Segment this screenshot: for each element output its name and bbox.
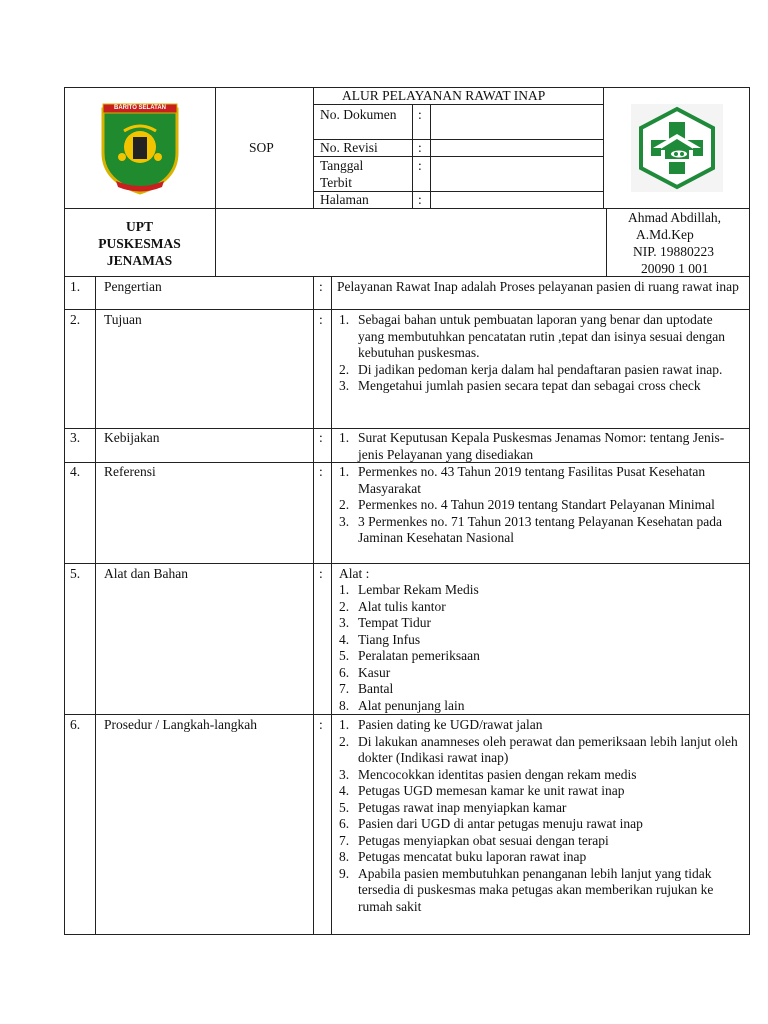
- alat-list: [339, 582, 743, 714]
- list-item: 3. Mengetahui jumlah pasien secara tepat dan sebagai cross check: [339, 378, 701, 393]
- meta-label-no-dokumen: No. Dokumen: [320, 107, 397, 122]
- list-item-text: Tempat Tidur: [358, 615, 431, 630]
- list-item-text: Mengetahui jumlah pasien secara tepat dan sebagai cross check: [358, 378, 701, 393]
- list-item: 9. Apabila pasien membutuhkan penanganan lebih lanjut yang tidak tersedia di puskesmas maka petugas akan memberikan rujukan ke rumah sakit: [339, 865, 714, 914]
- row-label-tujuan: Tujuan: [104, 312, 142, 327]
- prosedur-list: [339, 717, 743, 915]
- alat-intro: Alat :: [339, 566, 370, 581]
- list-item-text: Kasur: [358, 664, 391, 680]
- list-item-text: Alat tulis kantor: [358, 598, 446, 614]
- rule: [412, 104, 413, 208]
- rule: [64, 934, 750, 935]
- list-item-text: Pasien dari UGD di antar petugas menuju rawat inap: [358, 816, 643, 831]
- pengertian-text: Pelayanan Rawat Inap adalah Proses pelayanan pasien di ruang rawat inap: [337, 279, 739, 294]
- list-item-text: Petugas menyiapkan obat sesuai dengan terapi: [358, 832, 609, 848]
- meta-colon: :: [418, 140, 422, 155]
- list-item: 5. Petugas rawat inap menyiapkan kamar: [339, 799, 567, 815]
- row-number: 4.: [70, 464, 81, 479]
- signer-name: Ahmad Abdillah,: [628, 210, 721, 225]
- row-colon: :: [319, 566, 323, 581]
- row-colon: :: [319, 430, 323, 445]
- list-item: 2. Di jadikan pedoman kerja dalam hal pendaftaran pasien rawat inap.: [339, 361, 723, 377]
- list-item-text: Apabila pasien membutuhkan penanganan lebih lanjut yang tidak tersedia di puskesmas maka petugas akan memberikan rujukan ke rumah sakit: [358, 865, 714, 914]
- row-label-kebijakan: Kebijakan: [104, 430, 160, 445]
- list-item-text: Di lakukan anamneses oleh perawat dan pemeriksaan lebih lanjut oleh dokter (Indikasi rawat inap): [358, 733, 738, 765]
- list-item: 2. Alat tulis kantor: [339, 598, 446, 614]
- list-item: 7. Bantal: [339, 681, 394, 696]
- list-item-text: Permenkes no. 43 Tahun 2019 tentang Fasilitas Pusat Kesehatan Masyarakat: [358, 464, 706, 496]
- list-item-text: Tiang Infus: [358, 631, 421, 647]
- list-item: 6. Pasien dari UGD di antar petugas menuju rawat inap: [339, 816, 643, 831]
- row-label-referensi: Referensi: [104, 464, 156, 479]
- referensi-list: [339, 464, 743, 547]
- signer-title: A.Md.Kep: [636, 227, 694, 242]
- puskesmas-logo: [631, 104, 723, 192]
- row-colon: :: [319, 312, 323, 327]
- meta-colon: :: [418, 192, 422, 207]
- list-item: 3. 3 Permenkes no. 71 Tahun 2013 tentang Pelayanan Kesehatan pada Jaminan Kesehatan Nasional: [339, 513, 722, 545]
- rule: [331, 276, 332, 934]
- list-item-text: Pasien dating ke UGD/rawat jalan: [358, 717, 543, 732]
- row-label-prosedur: Prosedur / Langkah-langkah: [104, 717, 257, 732]
- rule: [430, 104, 431, 208]
- regency-emblem-logo: [100, 101, 180, 195]
- list-item: 5. Peralatan pemeriksaan: [339, 648, 480, 663]
- rule: [215, 87, 216, 276]
- signer-nip: 20090 1 001: [641, 261, 709, 276]
- rule: [64, 309, 750, 310]
- rule: [603, 87, 604, 208]
- list-item-text: 3 Permenkes no. 71 Tahun 2013 tentang Pelayanan Kesehatan pada Jaminan Kesehatan Nasional: [358, 513, 722, 545]
- meta-colon: :: [418, 107, 422, 122]
- meta-label-tanggal-terbit: Tanggal Terbit: [320, 158, 364, 190]
- row-number: 3.: [70, 430, 81, 445]
- list-item-text: Alat penunjang lain: [358, 697, 465, 713]
- list-item-text: Mencocokkan identitas pasien dengan rekam medis: [358, 766, 637, 782]
- list-item-text: Petugas rawat inap menyiapkan kamar: [358, 799, 567, 815]
- list-item-text: Di jadikan pedoman kerja dalam hal pendaftaran pasien rawat inap.: [358, 361, 723, 377]
- emblem-banner-text: BARITO SELATAN: [114, 105, 166, 111]
- list-item: 1. Surat Keputusan Kepala Puskesmas Jenamas Nomor: tentang Jenis-jenis Pelayanan yang disediakan: [339, 430, 725, 462]
- rule: [313, 276, 314, 934]
- list-item: 2. Permenkes no. 4 Tahun 2019 tentang Standart Pelayanan Minimal: [339, 497, 715, 512]
- list-item-text: Lembar Rekam Medis: [358, 582, 479, 597]
- list-item: 1. Sebagai bahan untuk pembuatan laporan yang benar dan uptodate yang membutuhkan pencatatan rutin ,tepat dan isinya sesuai dengan kebutuhan puskesmas.: [339, 312, 726, 360]
- rule: [64, 208, 750, 209]
- list-item: 2. Di lakukan anamneses oleh perawat dan pemeriksaan lebih lanjut oleh dokter (Indikasi rawat inap): [339, 733, 738, 765]
- row-label-alat-dan-bahan: Alat dan Bahan: [104, 566, 188, 581]
- rule: [606, 208, 607, 276]
- rule: [64, 714, 750, 715]
- list-item: 6. Kasur: [339, 664, 391, 680]
- tujuan-list: [339, 312, 739, 395]
- rule: [749, 87, 750, 935]
- org-line: JENAMAS: [106, 253, 173, 268]
- document-title: ALUR PELAYANAN RAWAT INAP: [342, 88, 546, 103]
- row-number: 5.: [70, 566, 81, 581]
- rule: [64, 428, 750, 429]
- signer-nip: NIP. 19880223: [633, 244, 715, 259]
- list-item-text: Permenkes no. 4 Tahun 2019 tentang Standart Pelayanan Minimal: [358, 497, 715, 512]
- row-colon: :: [319, 464, 323, 479]
- rule: [64, 87, 65, 935]
- meta-label-no-revisi: No. Revisi: [320, 140, 378, 155]
- org-line: UPT: [126, 219, 153, 234]
- list-item-text: Sebagai bahan untuk pembuatan laporan yang benar dan uptodate yang membutuhkan pencatatan rutin ,tepat dan isinya sesuai dengan kebutuhan puskesmas.: [358, 312, 726, 360]
- list-item-text: Petugas mencatat buku laporan rawat inap: [358, 849, 587, 864]
- list-item: 8. Alat penunjang lain: [339, 697, 465, 713]
- list-item-text: Bantal: [358, 681, 394, 696]
- list-item-text: Petugas UGD memesan kamar ke unit rawat inap: [358, 783, 625, 798]
- list-item: 1. Pasien dating ke UGD/rawat jalan: [339, 717, 543, 732]
- list-item: 3. Tempat Tidur: [339, 615, 431, 630]
- rule: [95, 276, 96, 934]
- org-line: PUSKESMAS: [98, 236, 181, 251]
- org-name: [64, 218, 215, 269]
- list-item: 4. Petugas UGD memesan kamar ke unit rawat inap: [339, 783, 625, 798]
- row-number: 1.: [70, 279, 81, 294]
- list-item: 8. Petugas mencatat buku laporan rawat inap: [339, 849, 587, 864]
- list-item: 7. Petugas menyiapkan obat sesuai dengan terapi: [339, 832, 609, 848]
- list-item: 1. Lembar Rekam Medis: [339, 582, 479, 597]
- row-colon: :: [319, 279, 323, 294]
- list-item: 4. Tiang Infus: [339, 631, 421, 647]
- meta-colon: :: [418, 158, 422, 173]
- row-label-pengertian: Pengertian: [104, 279, 162, 294]
- row-colon: :: [319, 717, 323, 732]
- rule: [64, 563, 750, 564]
- list-item: 3. Mencocokkan identitas pasien dengan rekam medis: [339, 766, 637, 782]
- list-item-text: Surat Keputusan Kepala Puskesmas Jenamas Nomor: tentang Jenis-jenis Pelayanan yang disediakan: [358, 430, 725, 462]
- meta-label-halaman: Halaman: [320, 192, 369, 207]
- row-number: 6.: [70, 717, 81, 732]
- kebijakan-list: [339, 430, 743, 463]
- list-item-text: Peralatan pemeriksaan: [358, 648, 480, 663]
- list-item: 1. Permenkes no. 43 Tahun 2019 tentang Fasilitas Pusat Kesehatan Masyarakat: [339, 464, 706, 496]
- sop-label: SOP: [249, 140, 274, 155]
- rule: [313, 87, 314, 208]
- row-number: 2.: [70, 312, 81, 327]
